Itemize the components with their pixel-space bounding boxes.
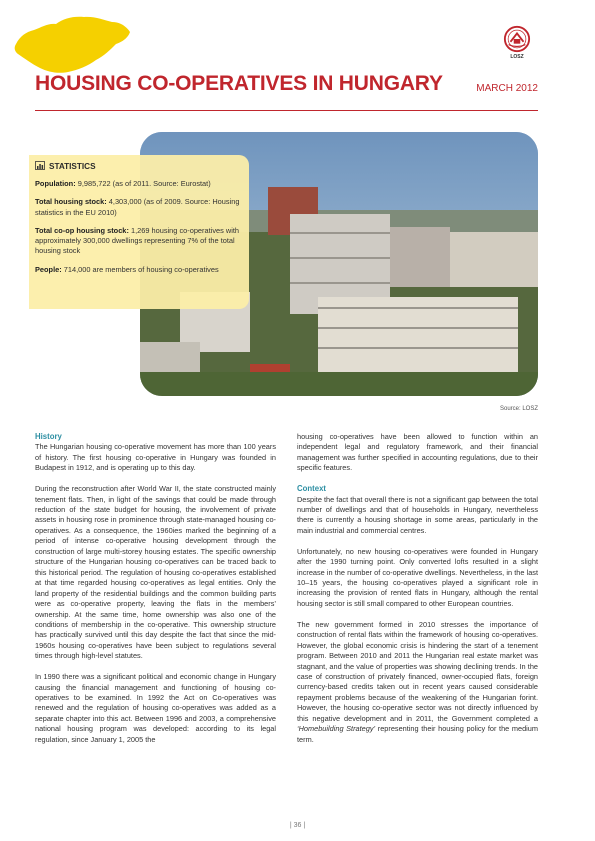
stat-coop-housing-stock: Total co-op housing stock: 1,269 housing co-operatives with approximately 300,000 dwellings representing 7% of the total housing stock <box>35 225 240 256</box>
strategy-title: ‘Homebuilding Strategy’ <box>297 724 376 734</box>
left-column <box>35 432 276 756</box>
context-heading: Context <box>297 484 327 494</box>
context-paragraph: Despite the fact that overall there is not a significant gap between the total number of dwellings and that of households in Hungary, nevertheless there is currently a housing shortage in some areas, particularly in the main industrial and commercial centres. <box>297 494 538 535</box>
history-paragraph: During the reconstruction after World War II, the state constructed mainly tenement flats. Then, in light of the savings that could be made through reduction of the state budget for housing, the involvement of private assets in housing rose in prominence through state-managed housing co-operatives. As a consequence, the 1960ies marked the beginning of a period of intense co-operative housing development through the construction of large multi-storey housing estates. The specific ownership structure of the Hungarian housing co-operatives can be traced back to this historical period. The regulation of housing co-operatives established at that time regarded housing co-operatives as legal entities. Only the land property of the residential buildings and the common building parts were as co-operative property, leaving the flats in the members’ ownership. At the same time, home ownership was also one of the conditions of membership in the co-operative. This ownership structure has practically survived until this day despite the fact that since the mid-1960s housing co-operatives have been subject to regulations several times through high-level statutes. <box>35 484 276 661</box>
losz-logo <box>500 25 534 60</box>
context-paragraph: The new government formed in 2010 stresses the importance of construction of rental flats within the framework of housing co-operatives. However, the global economic crisis is hindering the start of a tenement program. Between 2010 and 2011 the Hungarian real estate market was stagnant, and the value of properties was showing declining trends. In the case of construction of privately financed, owner-occupied flats, foreign currency-based credits taken out in recent years caused considerable repayment problems because of the weakening of the Hungarian forint. However, the housing co-operative sector was not directly influenced by this negative development and in 2011, the Government completed a ‘Homebuilding Strategy’ representing their housing policy for the medium term. <box>297 619 538 744</box>
context-paragraph: Unfortunately, no new housing co-operatives were founded in Hungary after the 1990 turning point. Only converted lofts resulted in a slight increase in the number of co-operative dwellings. Nevertheless, in the last 10–15 years, the housing co-operatives played a significant role in increasing the provision of rented flats in Hungary, although the rental housing sector is still small compared to other European countries. <box>297 546 538 608</box>
history-paragraph: In 1990 there was a significant political and economic change in Hungary causing the financial management and functioning of housing co-operatives to be examined. In 1992 the Act on Co-operatives was renewed and the regulation of housing co-operatives was added as a separate chapter into this act. Between 1996 and 2003, a comprehensive national housing program was developed: according to its legal regulation, since January 1, 2005 the <box>35 672 276 744</box>
history-continuation: housing co-operatives have been allowed to function within an independent legal and regulatory framework, and their financial management was further specified in accounting regulations, due to their specific features. <box>297 432 538 473</box>
page-title: HOUSING CO-OPERATIVES IN HUNGARY <box>35 72 443 95</box>
photo-source: Source: LOSZ <box>499 406 538 412</box>
statistics-heading-text: STATISTICS <box>49 162 96 171</box>
right-column <box>297 432 538 755</box>
chart-icon <box>35 161 45 172</box>
report-date: MARCH 2012 <box>476 83 538 94</box>
statistics-box <box>29 155 249 309</box>
stat-people: People: 714,000 are members of housing co-operatives <box>35 264 219 274</box>
stat-population: Population: 9,985,722 (as of 2011. Source: Eurostat) <box>35 179 211 188</box>
history-paragraph: The Hungarian housing co-operative movement has more than 100 years of history. The first housing co-operative in Hungary was founded in Budapest in 1912, and is operating up to this day. <box>35 442 276 473</box>
page-number: | 36 | <box>289 822 306 829</box>
logo-text: LOSZ <box>510 54 524 60</box>
hungary-map-icon <box>12 14 132 76</box>
header-divider <box>35 110 538 111</box>
history-heading: History <box>35 432 62 441</box>
stat-total-housing-stock: Total housing stock: 4,303,000 (as of 2009. Source: Housing statistics in the EU 2010) <box>35 197 240 217</box>
statistics-heading <box>35 161 244 172</box>
